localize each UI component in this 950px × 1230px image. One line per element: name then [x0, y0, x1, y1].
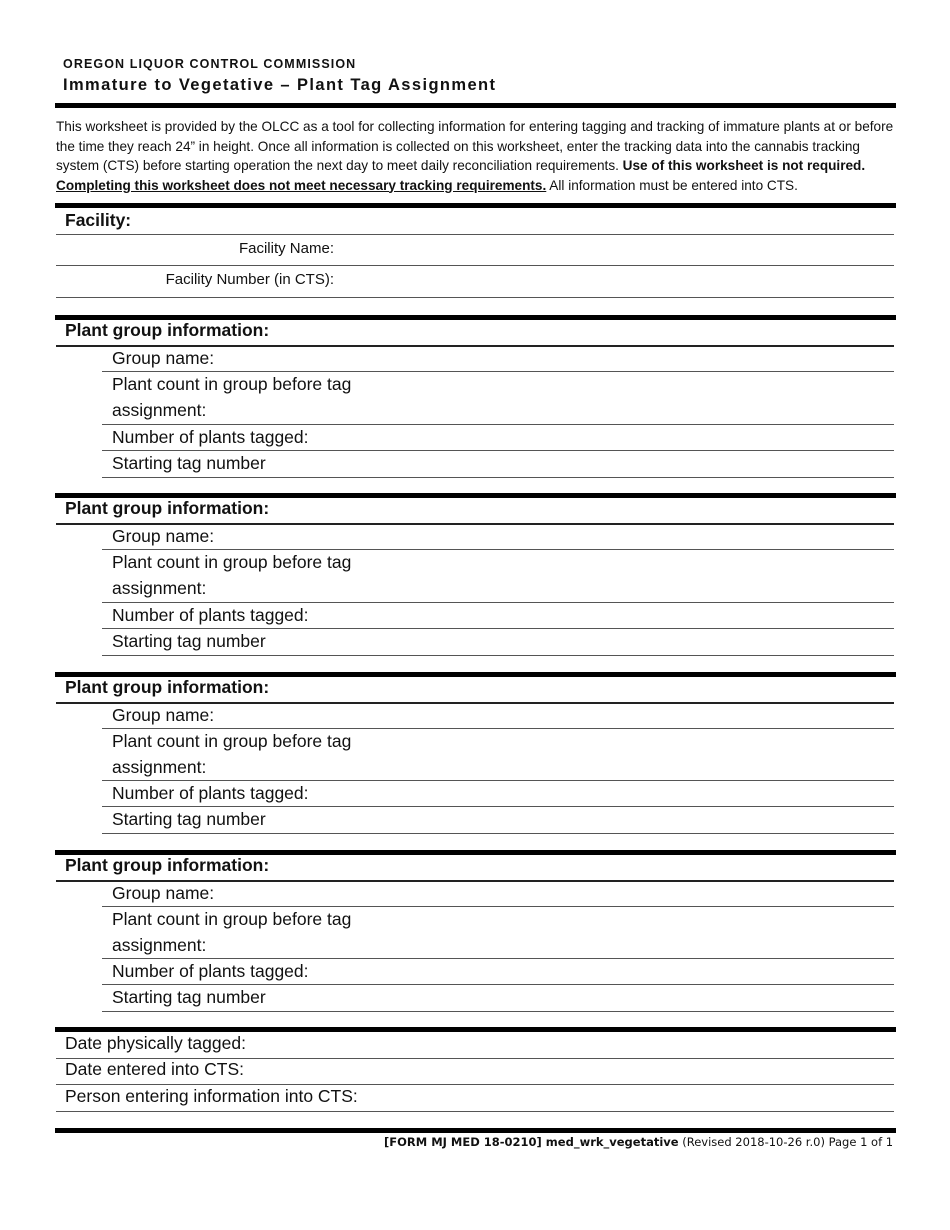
divider — [102, 655, 894, 656]
plants-tagged-label: Number of plants tagged: — [112, 783, 309, 803]
dates-divider — [55, 1027, 896, 1032]
date-entered-field[interactable] — [400, 1061, 890, 1083]
group-name-field[interactable] — [400, 883, 890, 905]
plants-tagged-label: Number of plants tagged: — [112, 605, 309, 625]
intro-paragraph: This worksheet is provided by the OLCC as a tool for collecting information for entering tagging and tracking of immature plants at or before the time they reach 24” in height. Once all information is collected on this worksheet, enter the tracking data into the cannabis tracking system (CTS) before starting operation the next day to meet daily reconciliation requirements. Use of this worksheet is not required. Completing this worksheet does not meet necessary tracking requirements. All information must be entered into CTS. — [56, 119, 894, 193]
facility-name-label: Facility Name: — [238, 240, 334, 257]
starting-tag-field[interactable] — [400, 453, 890, 475]
group-name-label: Group name: — [112, 526, 215, 546]
form-id: [FORM MJ MED 18-0210] med_wrk_vegetative — [384, 1135, 679, 1149]
plant-count-label: Plant count in group before tag assignment: — [112, 374, 352, 420]
date-tagged-label: Date physically tagged: — [65, 1033, 246, 1053]
agency-name: OREGON LIQUOR CONTROL COMMISSION — [63, 57, 357, 71]
plant-group-heading: Plant group information: — [65, 677, 270, 697]
divider — [102, 477, 894, 478]
plant-group-heading: Plant group information: — [65, 320, 270, 340]
plant-count-label: Plant count in group before tag assignment: — [112, 552, 352, 598]
plant-group-heading: Plant group information: — [65, 855, 270, 875]
plant-count-label: Plant count in group before tag assignment: — [112, 909, 352, 955]
plants-tagged-field[interactable] — [400, 961, 890, 983]
starting-tag-field[interactable] — [400, 987, 890, 1009]
tracking-warning: Completing this worksheet does not meet necessary tracking requirements. — [56, 177, 547, 193]
group-name-field[interactable] — [400, 526, 890, 548]
group-name-field[interactable] — [400, 348, 890, 370]
divider — [56, 297, 894, 298]
plant-count-field[interactable] — [400, 563, 890, 585]
form-title: Immature to Vegetative – Plant Tag Assignment — [63, 76, 497, 94]
divider — [56, 1111, 894, 1112]
starting-tag-field[interactable] — [400, 809, 890, 831]
divider — [102, 1011, 894, 1012]
plant-count-field[interactable] — [400, 920, 890, 942]
group-name-label: Group name: — [112, 348, 215, 368]
plant-count-label: Plant count in group before tag assignment: — [112, 731, 352, 777]
divider — [56, 265, 894, 266]
plants-tagged-label: Number of plants tagged: — [112, 961, 309, 981]
starting-tag-label: Starting tag number — [112, 453, 266, 473]
person-entering-label: Person entering information into CTS: — [65, 1086, 358, 1106]
plant-group-heading: Plant group information: — [65, 498, 270, 518]
facility-name-field[interactable] — [400, 239, 890, 261]
facility-number-field[interactable] — [400, 270, 890, 292]
date-entered-label: Date entered into CTS: — [65, 1059, 244, 1079]
facility-divider — [55, 203, 896, 208]
starting-tag-label: Starting tag number — [112, 631, 266, 651]
group-name-label: Group name: — [112, 705, 215, 725]
not-required-note: Use of this worksheet is not required. — [622, 158, 866, 173]
facility-heading: Facility: — [65, 210, 132, 230]
plants-tagged-field[interactable] — [400, 605, 890, 627]
divider — [102, 833, 894, 834]
divider — [56, 234, 894, 235]
revision-info: (Revised 2018-10-26 r.0) Page 1 of 1 — [678, 1135, 894, 1149]
person-entering-field[interactable] — [400, 1088, 890, 1110]
facility-number-label: Facility Number (in CTS): — [165, 271, 334, 288]
date-tagged-field[interactable] — [400, 1035, 890, 1057]
plants-tagged-field[interactable] — [400, 783, 890, 805]
plant-count-field[interactable] — [400, 742, 890, 764]
group-name-label: Group name: — [112, 883, 215, 903]
plants-tagged-label: Number of plants tagged: — [112, 427, 309, 447]
form-footer — [384, 1135, 893, 1149]
header-divider — [55, 103, 896, 108]
footer-divider — [55, 1128, 896, 1133]
starting-tag-label: Starting tag number — [112, 987, 266, 1007]
plant-count-field[interactable] — [400, 385, 890, 407]
starting-tag-field[interactable] — [400, 631, 890, 653]
group-name-field[interactable] — [400, 705, 890, 727]
plants-tagged-field[interactable] — [400, 427, 890, 449]
divider — [56, 1084, 894, 1085]
starting-tag-label: Starting tag number — [112, 809, 266, 829]
